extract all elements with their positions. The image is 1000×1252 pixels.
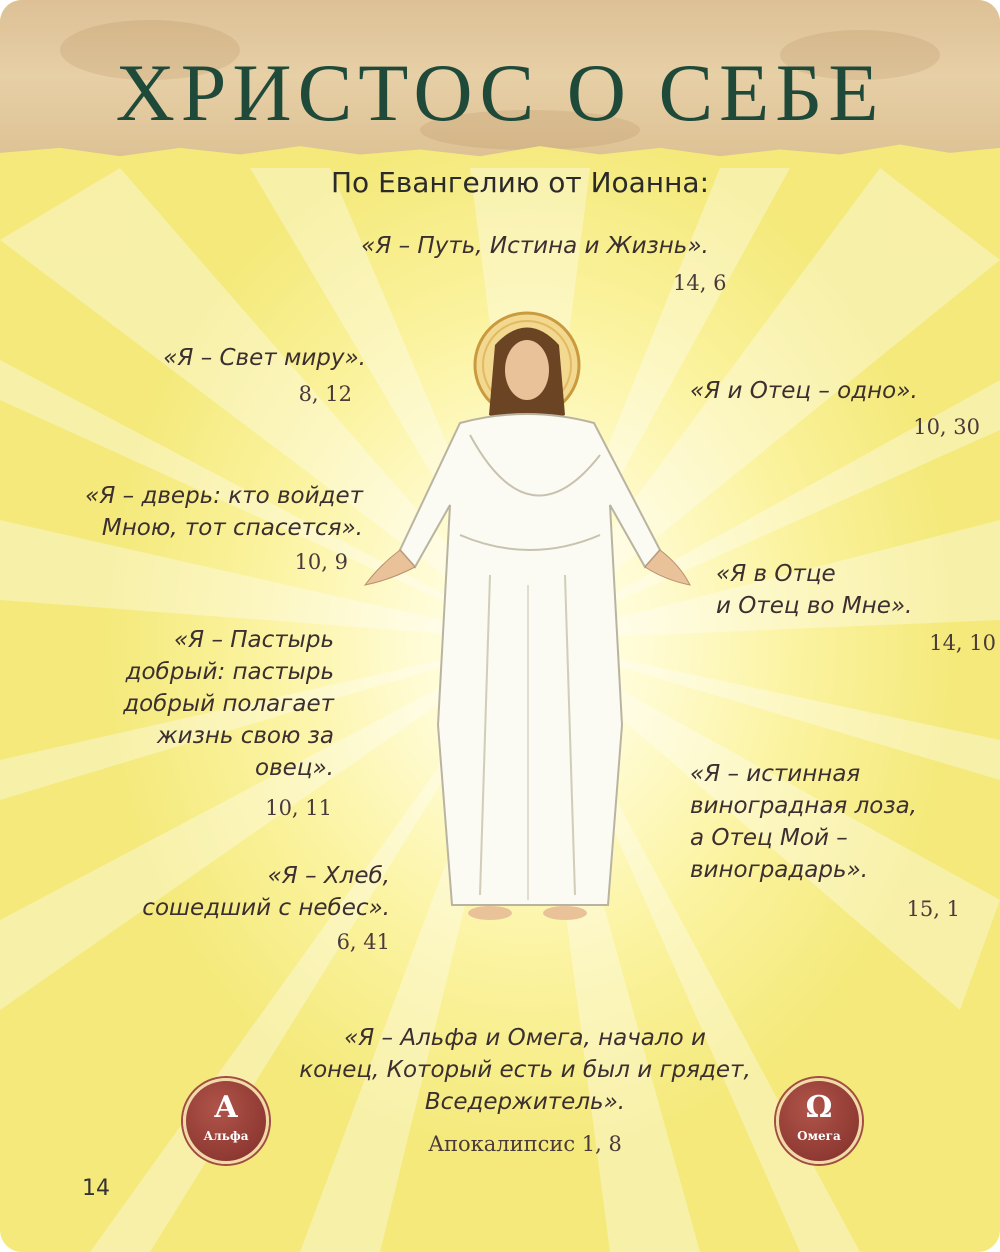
omega-badge — [776, 1078, 862, 1164]
quote-vine-line: виноградарь». — [690, 857, 869, 883]
quote-alpha-omega-line: Вседержитель». — [424, 1089, 626, 1115]
quote-alpha-omega — [260, 1022, 790, 1118]
quote-bread — [60, 860, 390, 924]
quote-door — [20, 480, 363, 544]
christ-figure-illustration — [360, 305, 695, 930]
ref-door: 10, 9 — [294, 550, 348, 574]
quote-vine-line: «Я – истинная — [690, 761, 861, 787]
alpha-glyph: A — [214, 1090, 238, 1125]
page-title: ХРИСТОС О СЕБЕ — [115, 47, 885, 138]
quote-in-father — [716, 558, 986, 622]
quote-shepherd-line: жизнь свою за — [156, 723, 334, 749]
quote-in-father-line: «Я в Отце — [716, 561, 836, 587]
quote-one: «Я и Отец – одно». — [690, 378, 918, 404]
page-subtitle: По Евангелию от Иоанна: — [330, 166, 710, 199]
ref-vine: 15, 1 — [906, 897, 960, 921]
ref-shepherd: 10, 11 — [265, 796, 332, 820]
quote-door-line: Мною, тот спасется». — [101, 515, 363, 541]
ref-in-father: 14, 10 — [929, 631, 996, 655]
omega-label: Омега — [797, 1129, 841, 1143]
quote-vine — [690, 758, 980, 886]
ref-bread: 6, 41 — [336, 930, 390, 954]
quote-vine-line: виноградная лоза, — [690, 793, 917, 819]
ref-one: 10, 30 — [913, 415, 980, 439]
quote-alpha-omega-line: «Я – Альфа и Омега, начало и — [344, 1025, 706, 1051]
quote-shepherd-line: «Я – Пастырь — [173, 627, 334, 653]
quote-shepherd-line: добрый полагает — [123, 691, 334, 717]
quote-bread-line: сошедший с небес». — [142, 895, 390, 921]
quote-shepherd-line: овец». — [255, 755, 334, 781]
alpha-label: Альфа — [203, 1129, 249, 1143]
quote-light: «Я – Свет миру». — [163, 345, 366, 371]
quote-vine-line: а Отец Мой – — [690, 825, 848, 851]
quote-alpha-omega-line: конец, Который есть и был и грядет, — [299, 1057, 751, 1083]
ref-light: 8, 12 — [298, 382, 352, 406]
omega-glyph: Ω — [805, 1090, 833, 1125]
quote-way: «Я – Путь, Истина и Жизнь». — [361, 233, 709, 259]
quote-in-father-line: и Отец во Мне». — [716, 593, 913, 619]
quote-shepherd-line: добрый: пастырь — [125, 659, 334, 685]
page-number: 14 — [82, 1176, 110, 1201]
quote-door-line: «Я – дверь: кто войдет — [85, 483, 363, 509]
alpha-badge — [183, 1078, 269, 1164]
ref-way: 14, 6 — [673, 271, 727, 295]
quote-bread-line: «Я – Хлеб, — [267, 863, 390, 889]
ref-alpha-omega: Апокалипсис 1, 8 — [428, 1132, 622, 1156]
quote-shepherd — [40, 624, 334, 784]
